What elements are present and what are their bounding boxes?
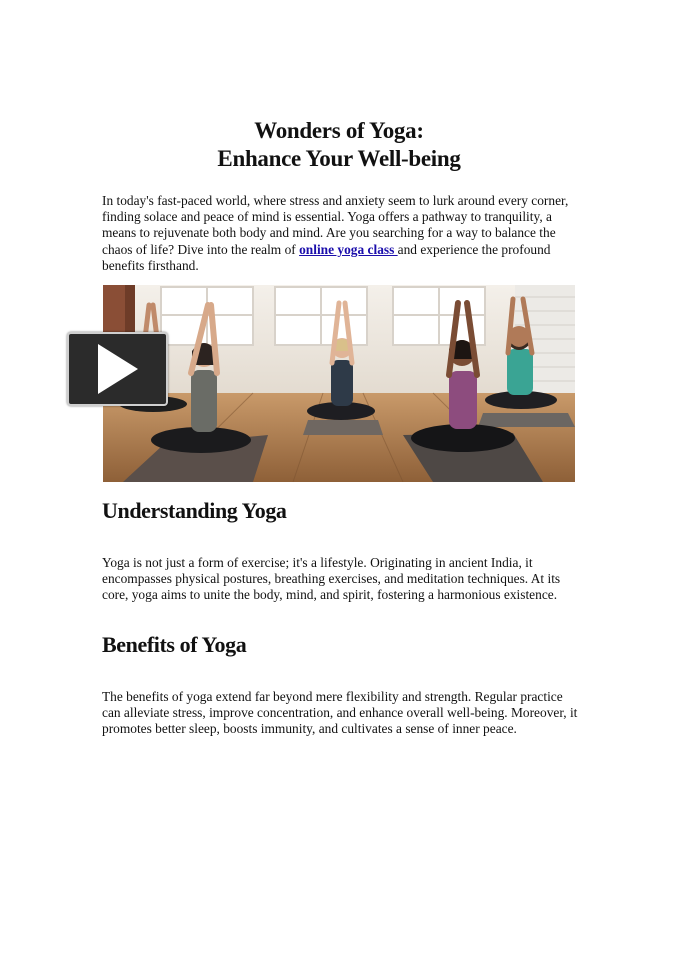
intro-text-end: and experience the profound benefits firsthand.: [102, 241, 551, 273]
title-line-1: Wonders of Yoga:: [254, 118, 424, 144]
intro-text: In today's fast-paced world, where stress and anxiety seem to lurk around every corner, finding solace and peace of mind is essential. Yoga offers a pathway to tranquility, a means to rejuvenate both body and mind. Are you searching for a way to balance the chaos of life? Dive into the realm of: [102, 193, 569, 257]
intro-paragraph: [102, 193, 578, 274]
section-heading-understanding-yoga: Understanding Yoga: [102, 498, 287, 523]
online-yoga-class-link[interactable]: online yoga class: [299, 241, 398, 257]
play-icon: [98, 344, 138, 394]
yoga-class-photo: [103, 285, 575, 482]
section-body-understanding-yoga: Yoga is not just a form of exercise; it's a lifestyle. Originating in ancient India, it encompasses physical postures, breathing exercises, and meditation techniques. At its core, yoga aims to unite the body, mind, and spirit, fostering a harmonious existence.: [102, 555, 561, 603]
page-title: [0, 117, 678, 173]
section-heading-benefits-of-yoga: Benefits of Yoga: [102, 632, 247, 657]
video-play-button[interactable]: [67, 332, 168, 406]
title-line-2: Enhance Your Well-being: [217, 146, 461, 172]
section-body-benefits-of-yoga: The benefits of yoga extend far beyond mere flexibility and strength. Regular practice can alleviate stress, improve concentration, and enhance overall well-being. Moreover, it promotes better sleep, boosts immunity, and cultivates a sense of inner peace.: [102, 689, 578, 737]
